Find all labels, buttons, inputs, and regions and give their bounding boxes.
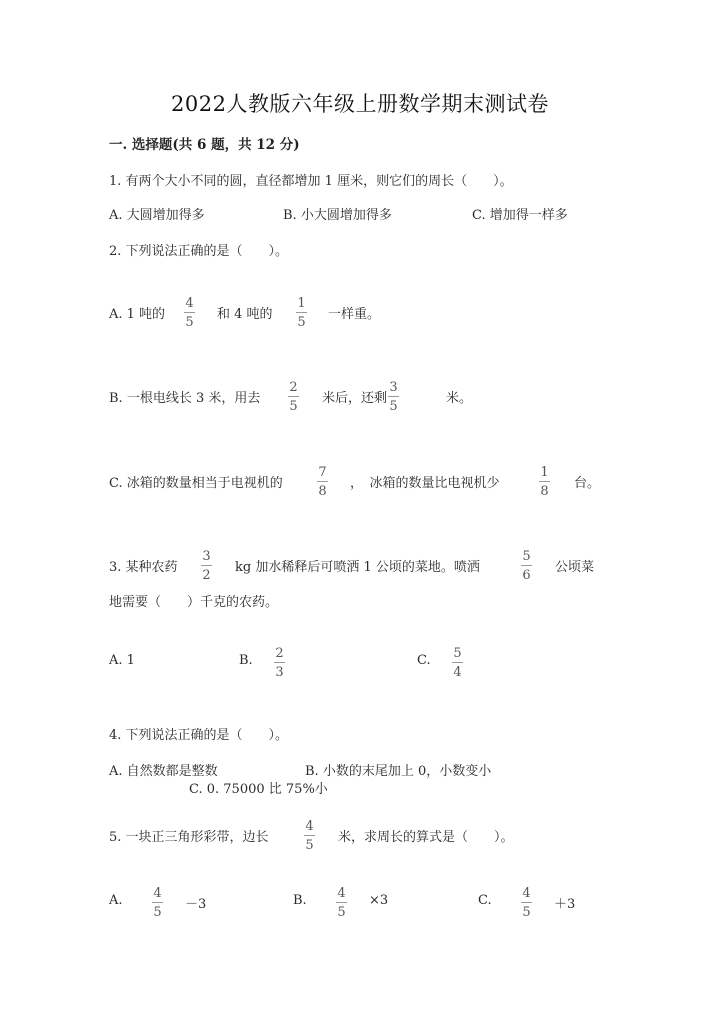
fraction-bar xyxy=(201,565,212,566)
question-5-stem-end: 米，求周长的算式是（ ）。 xyxy=(338,830,514,845)
question-4-option-c[interactable]: C. 0. 75000 比 75%小 xyxy=(189,782,328,797)
fraction-bar xyxy=(452,662,463,663)
option-label: C. xyxy=(478,893,492,908)
fraction-bar xyxy=(152,902,163,903)
fraction-bar xyxy=(184,312,195,313)
option-label: B. xyxy=(293,893,307,908)
fraction xyxy=(539,465,550,499)
fraction xyxy=(317,465,328,499)
fraction-bar xyxy=(274,662,285,663)
numerator: 2 xyxy=(275,646,284,661)
fraction xyxy=(201,549,212,583)
numerator: 3 xyxy=(202,549,211,564)
numerator: 5 xyxy=(522,549,531,564)
numerator: 3 xyxy=(389,380,398,395)
denominator: 5 xyxy=(289,399,298,414)
fraction xyxy=(452,646,463,680)
denominator: 3 xyxy=(275,665,284,680)
fraction-bar xyxy=(388,396,399,397)
denominator: 5 xyxy=(337,905,346,920)
fraction xyxy=(304,819,315,853)
option-label: A. 1 吨的 xyxy=(109,307,166,322)
numerator: 7 xyxy=(318,465,327,480)
numerator: 4 xyxy=(153,886,162,901)
question-4-option-a[interactable]: A. 自然数都是整数 xyxy=(109,764,218,779)
fraction xyxy=(184,296,195,330)
option-label: C. xyxy=(417,653,431,668)
numerator: 4 xyxy=(305,819,314,834)
question-1-stem: 1. 有两个大小不同的圆，直径都增加 1 厘米，则它们的周长（ ）。 xyxy=(109,174,513,189)
fraction-bar xyxy=(521,902,532,903)
fraction-bar xyxy=(296,312,307,313)
denominator: 2 xyxy=(202,568,211,583)
fraction xyxy=(152,886,163,920)
numerator: 2 xyxy=(289,380,298,395)
fraction xyxy=(388,380,399,414)
numerator: 4 xyxy=(522,886,531,901)
operator-text: ＋3 xyxy=(554,897,576,912)
question-2-stem: 2. 下列说法正确的是（ ）。 xyxy=(109,244,289,259)
fraction-bar xyxy=(539,481,550,482)
numerator: 1 xyxy=(540,465,549,480)
fraction xyxy=(274,646,285,680)
question-4-option-b[interactable]: B. 小数的末尾加上 0，小数变小 xyxy=(305,764,492,779)
fraction-bar xyxy=(288,396,299,397)
fraction xyxy=(296,296,307,330)
question-4-stem: 4. 下列说法正确的是（ ）。 xyxy=(109,728,289,743)
option-mid-text: ， 冰箱的数量比电视机少 xyxy=(350,476,500,491)
option-end-text: 一样重。 xyxy=(328,307,381,322)
denominator: 6 xyxy=(522,568,531,583)
option-end-text: 台。 xyxy=(574,476,601,491)
fraction-bar xyxy=(336,902,347,903)
numerator: 5 xyxy=(453,646,462,661)
fraction-bar xyxy=(304,835,315,836)
denominator: 5 xyxy=(389,399,398,414)
section-heading: 一. 选择题(共 6 题，共 12 分) xyxy=(109,137,300,153)
numerator: 4 xyxy=(185,296,194,311)
denominator: 5 xyxy=(153,905,162,920)
question-3-stem-start: 3. 某种农药 xyxy=(109,560,178,575)
denominator: 5 xyxy=(185,315,194,330)
question-1-option-a[interactable]: A. 大圆增加得多 xyxy=(109,208,205,223)
question-3-stem-line2: 地需要（ ）千克的农药。 xyxy=(109,595,279,610)
question-3-option-a[interactable]: A. 1 xyxy=(109,653,135,668)
operator-text: ×3 xyxy=(369,893,389,908)
fraction-bar xyxy=(317,481,328,482)
denominator: 8 xyxy=(540,484,549,499)
denominator: 4 xyxy=(453,665,462,680)
option-label: C. 冰箱的数量相当于电视机的 xyxy=(109,476,283,491)
fraction xyxy=(336,886,347,920)
denominator: 8 xyxy=(318,484,327,499)
fraction xyxy=(288,380,299,414)
option-mid-text: 米后，还剩 xyxy=(322,391,388,406)
numerator: 4 xyxy=(337,886,346,901)
question-1-option-b[interactable]: B. 小大圆增加得多 xyxy=(283,208,392,223)
option-label: B. 一根电线长 3 米，用去 xyxy=(109,391,261,406)
numerator: 1 xyxy=(297,296,306,311)
option-label: A. xyxy=(109,893,123,908)
fraction xyxy=(521,886,532,920)
fraction xyxy=(521,549,532,583)
denominator: 5 xyxy=(522,905,531,920)
denominator: 5 xyxy=(297,315,306,330)
option-end-text: 米。 xyxy=(446,391,473,406)
page-title: 2022人教版六年级上册数学期末测试卷 xyxy=(171,92,549,116)
fraction-bar xyxy=(521,565,532,566)
question-1-option-c[interactable]: C. 增加得一样多 xyxy=(472,208,568,223)
option-label: B. xyxy=(239,653,253,668)
question-3-stem-end: 公顷菜 xyxy=(555,560,595,575)
option-mid-text: 和 4 吨的 xyxy=(217,307,273,322)
question-5-stem-start: 5. 一块正三角形彩带，边长 xyxy=(109,830,269,845)
denominator: 5 xyxy=(305,838,314,853)
question-3-stem-mid: kg 加水稀释后可喷洒 1 公顷的菜地。喷洒 xyxy=(235,560,480,575)
operator-text: －3 xyxy=(185,897,207,912)
